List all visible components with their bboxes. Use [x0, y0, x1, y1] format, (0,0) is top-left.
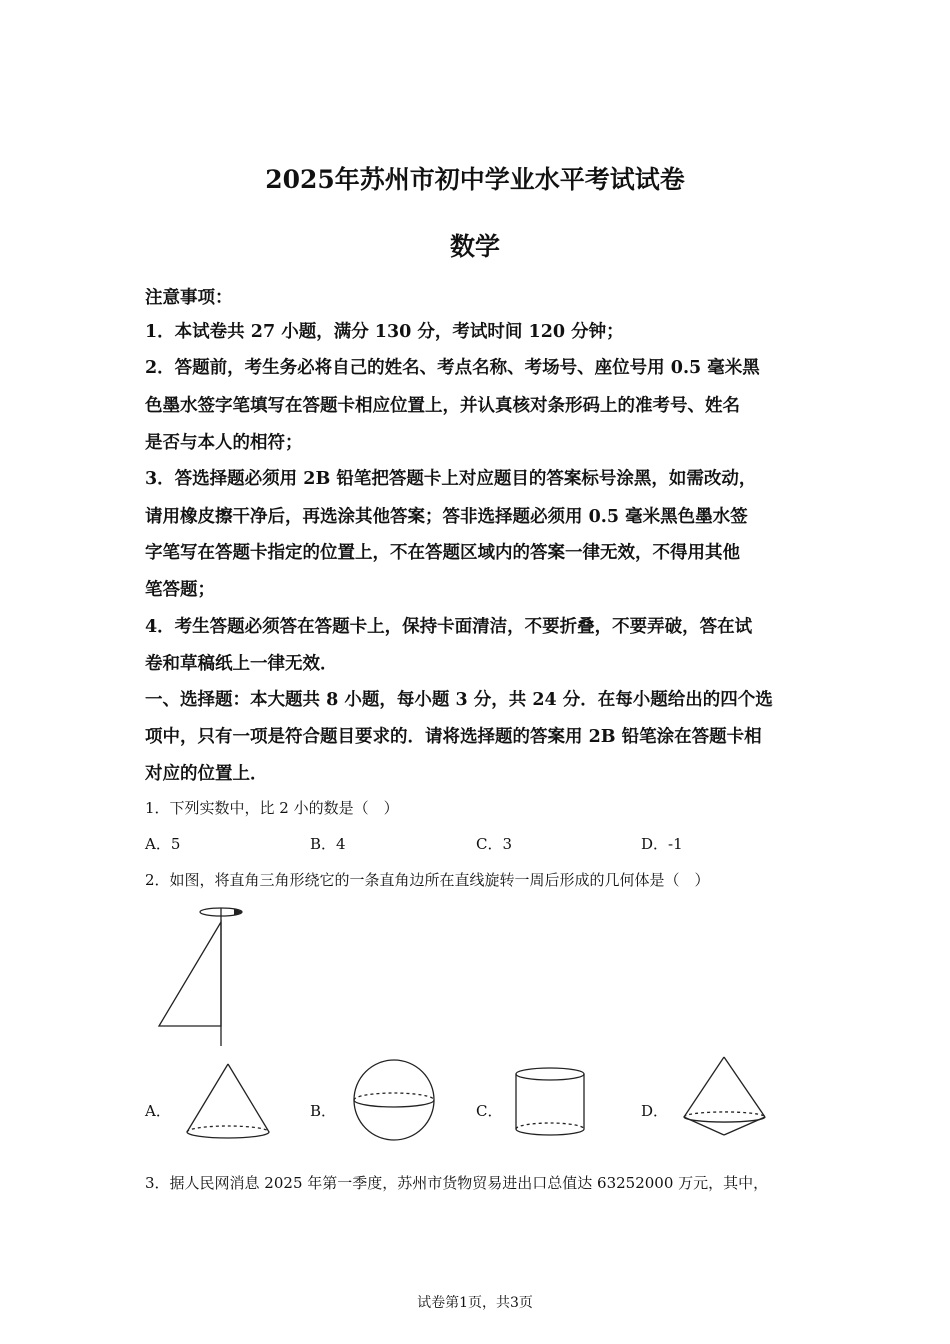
notice-line: 卷和草稿纸上一律无效．	[145, 654, 338, 674]
question-2-stem: 2．如图，将直角三角形绕它的一条直角边所在直线旋转一周后形成的几何体是（ ）	[145, 871, 710, 889]
notice-line: 4．考生答题必须答在答题卡上，保持卡面清洁，不要折叠，不要弄破，答在试	[145, 617, 753, 637]
notice-line: 字笔写在答题卡指定的位置上，不在答题区域内的答案一律无效，不得用其他	[145, 543, 740, 563]
question-1-stem: 1．下列实数中，比 2 小的数是（ ）	[145, 799, 399, 817]
section-heading: 一、选择题：本大题共 8 小题，每小题 3 分，共 24 分．在每小题给出的四个选	[145, 690, 773, 710]
rotating-triangle-figure	[150, 900, 250, 1050]
notice-heading: 注意事项：	[145, 288, 233, 308]
q1-option-c: C．3	[476, 835, 513, 853]
notice-line: 色墨水签字笔填写在答题卡相应位置上，并认真核对条形码上的准考号、姓名	[145, 396, 740, 416]
question-3-stem: 3．据人民网消息 2025 年第一季度，苏州市货物贸易进出口总值达 63252000 万元，其中，	[145, 1174, 769, 1192]
q1-option-b: B．4	[310, 835, 346, 853]
q2-option-d: D．	[641, 1102, 669, 1120]
cone-figure	[185, 1062, 275, 1142]
q2-option-a: A．	[145, 1102, 171, 1120]
notice-line: 笔答题；	[145, 580, 215, 600]
notice-line: 1．本试卷共 27 小题，满分 130 分，考试时间 120 分钟；	[145, 322, 624, 342]
subject-title: 数学	[449, 232, 500, 261]
notice-line: 2．答题前，考生务必将自己的姓名、考点名称、考场号、座位号用 0.5 毫米黑	[145, 358, 760, 378]
exam-title: 2025年苏州市初中学业水平考试试卷	[265, 165, 685, 194]
notice-line: 是否与本人的相符；	[145, 433, 303, 453]
double-cone-figure	[682, 1055, 772, 1139]
cylinder-figure	[514, 1064, 589, 1140]
q2-option-c: C．	[476, 1102, 503, 1120]
notice-line: 3．答选择题必须用 2B 铅笔把答题卡上对应题目的答案标号涂黑，如需改动，	[145, 469, 757, 489]
q2-option-b: B．	[310, 1102, 337, 1120]
section-heading: 项中，只有一项是符合题目要求的．请将选择题的答案用 2B 铅笔涂在答题卡相	[145, 727, 762, 747]
section-heading: 对应的位置上．	[145, 764, 268, 784]
q1-option-a: A．5	[145, 835, 181, 853]
page-footer: 试卷第1页，共3页	[417, 1295, 533, 1311]
sphere-figure	[349, 1058, 439, 1140]
q1-option-d: D．-1	[641, 835, 683, 853]
notice-line: 请用橡皮擦干净后，再选涂其他答案；答非选择题必须用 0.5 毫米黑色墨水签	[145, 507, 748, 527]
